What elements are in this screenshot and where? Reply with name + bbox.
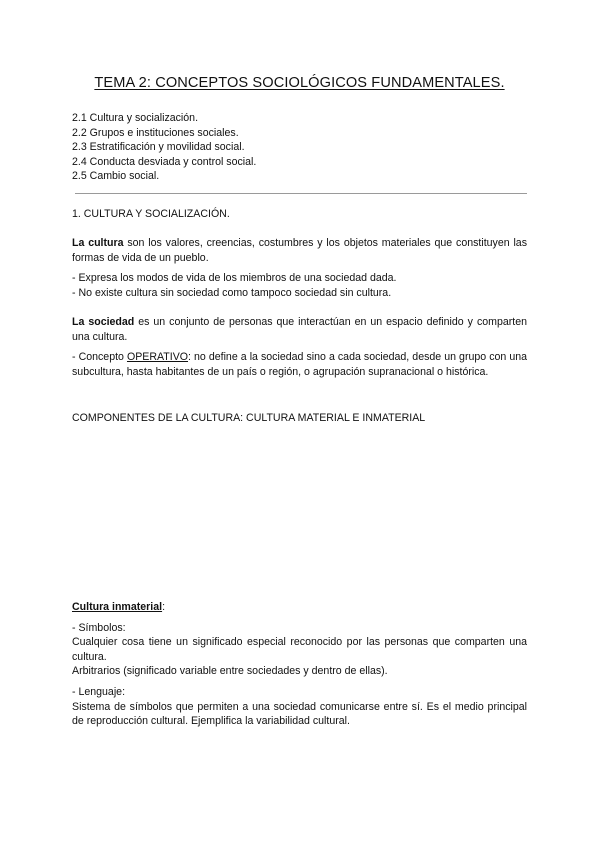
toc-item: 2.1 Cultura y socialización. bbox=[72, 112, 199, 124]
toc-item: 2.3 Estratificación y movilidad social. bbox=[72, 141, 245, 154]
cultura-point: - No existe cultura sin sociedad como tampoco sociedad sin cultura. bbox=[72, 286, 392, 299]
section-heading: 1. CULTURA Y SOCIALIZACIÓN. bbox=[72, 208, 230, 220]
lenguaje-text: Sistema de símbolos que permiten a una sociedad comunicarse entre sí. Es el medio principal de reproducción cultural. Ejemplifica la variabilidad cultural. bbox=[72, 700, 527, 728]
table-of-contents bbox=[72, 111, 527, 184]
cultura-definition-text: son los valores, creencias, costumbres y los objetos materiales que constituyen las formas de vida de un pueblo. bbox=[72, 237, 527, 264]
horizontal-divider bbox=[75, 193, 527, 194]
sociedad-point-text: : no define a la sociedad sino a cada sociedad, desde un grupo con una subcultura, hasta habitantes de un país o región, o agrupación supranacional o histórica. bbox=[72, 351, 528, 378]
operativo-keyword: OPERATIVO bbox=[126, 351, 189, 364]
simbolos-label: - Símbolos: bbox=[72, 621, 126, 634]
toc-item: 2.2 Grupos e instituciones sociales. bbox=[72, 126, 239, 139]
sociedad-point-prefix: - Concepto bbox=[72, 351, 127, 364]
sociedad-definition-text: es un conjunto de personas que interactúan en un espacio definido y comparten una cultura. bbox=[72, 316, 527, 343]
cultura-term: La cultura bbox=[72, 237, 124, 249]
cultura-point: - Expresa los modos de vida de los miembros de una sociedad dada. bbox=[72, 272, 397, 285]
toc-item: 2.5 Cambio social. bbox=[72, 170, 160, 183]
cultura-definition bbox=[72, 236, 527, 265]
inmaterial-heading-line bbox=[72, 600, 527, 615]
simbolos-text: Cualquier cosa tiene un significado especial reconocido por las personas que comparten una cultura. bbox=[72, 636, 527, 663]
components-heading: COMPONENTES DE LA CULTURA: CULTURA MATERIAL E INMATERIAL bbox=[72, 412, 426, 424]
toc-item: 2.4 Conducta desviada y control social. bbox=[72, 155, 257, 168]
sociedad-term: La sociedad bbox=[72, 316, 135, 328]
inmaterial-heading-suffix: : bbox=[162, 601, 166, 613]
document-title: TEMA 2: CONCEPTOS SOCIOLÓGICOS FUNDAMENTALES. bbox=[94, 75, 505, 91]
sociedad-definition bbox=[72, 315, 527, 344]
cultura-block bbox=[72, 236, 527, 300]
sociedad-block bbox=[72, 315, 527, 379]
inmaterial-block bbox=[72, 600, 527, 729]
inmaterial-heading: Cultura inmaterial bbox=[72, 601, 163, 613]
lenguaje-label: - Lenguaje: bbox=[72, 685, 126, 698]
sociedad-point bbox=[72, 350, 527, 379]
simbolos-text: Arbitrarios (significado variable entre sociedades y dentro de ellas). bbox=[72, 665, 388, 678]
